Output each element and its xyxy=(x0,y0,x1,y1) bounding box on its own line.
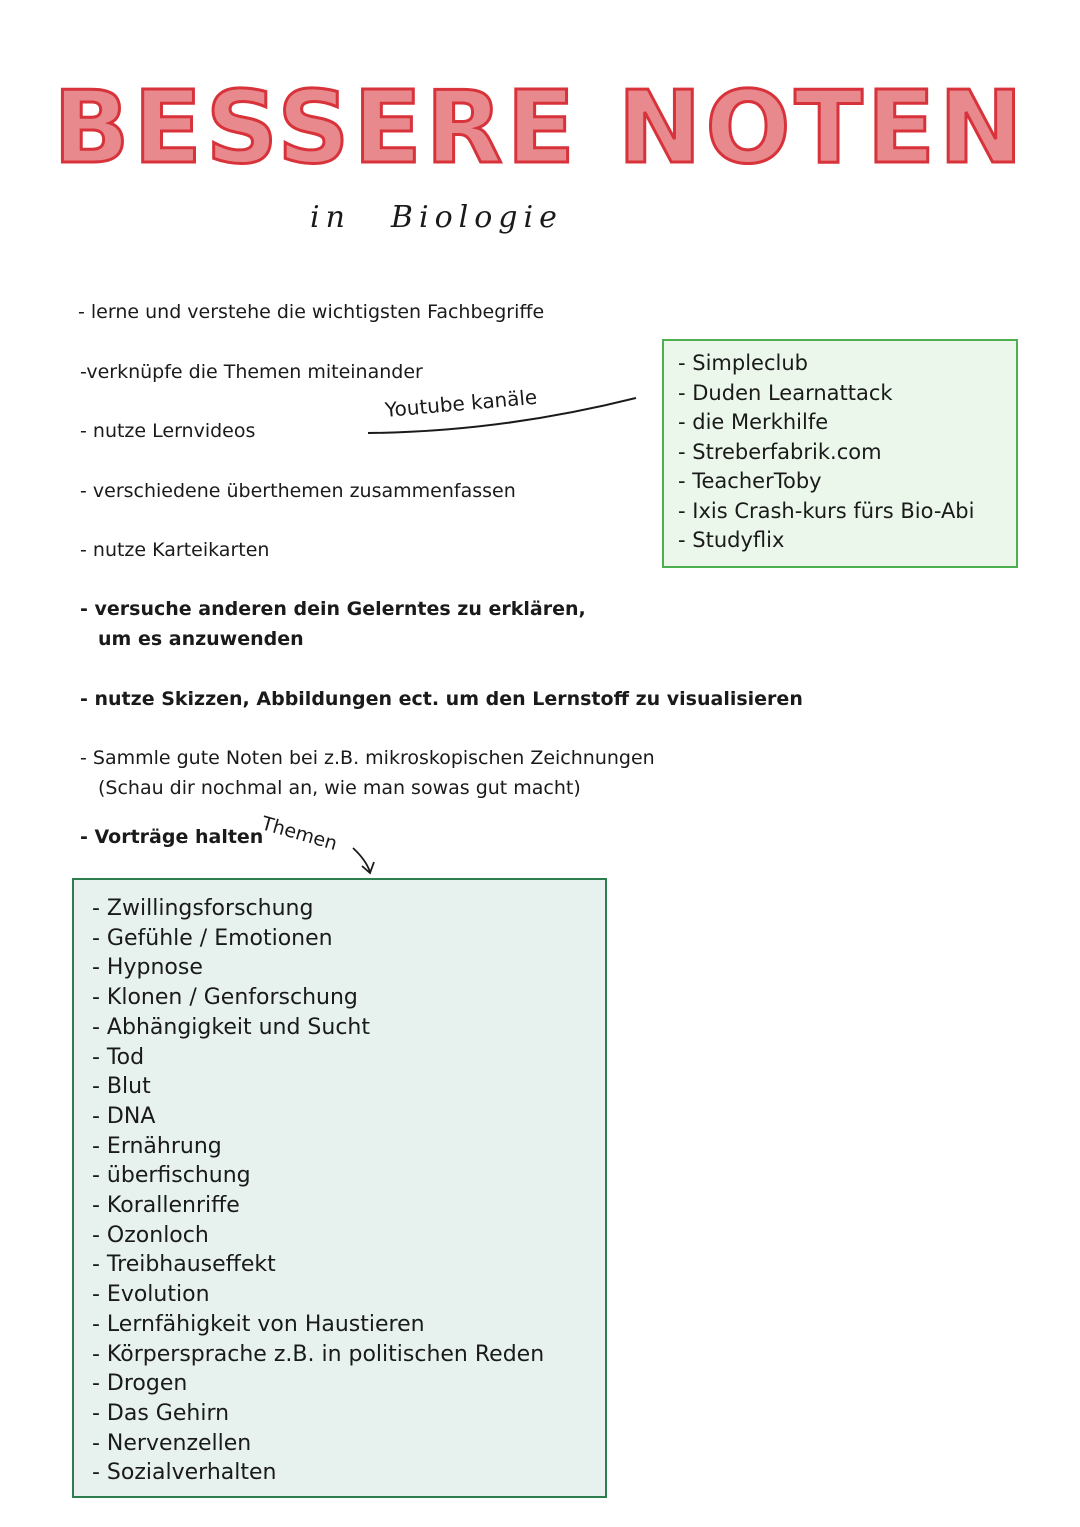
topic-item: - Das Gehirn xyxy=(92,1400,230,1426)
topic-item: - Gefühle / Emotionen xyxy=(92,925,333,951)
themen-label: Themen xyxy=(258,812,340,855)
topic-item: - Blut xyxy=(92,1074,151,1100)
topic-item: - überfischung xyxy=(92,1163,251,1189)
subtitle-word-biologie: Biologie xyxy=(390,200,563,235)
tip-skizzen: - nutze Skizzen, Abbildungen ect. um den Lernstoff zu visualisieren xyxy=(80,688,803,710)
topic-item: - Hypnose xyxy=(92,955,203,981)
tip-zeichnungen: - Sammle gute Noten bei z.B. mikroskopischen Zeichnungen xyxy=(80,747,655,769)
tip-fachbegriffe: - lerne und verstehe die wichtigsten Fachbegriffe xyxy=(78,301,545,323)
topic-item: - Tod xyxy=(92,1044,145,1070)
topic-item: - Zwillingsforschung xyxy=(92,896,314,921)
tip-verknuepfen: -verknüpfe die Themen miteinander xyxy=(80,361,423,383)
channel-item: - Studyflix xyxy=(678,528,785,552)
topic-item: - Klonen / Genforschung xyxy=(92,985,358,1011)
topic-item: - DNA xyxy=(92,1103,156,1129)
youtube-channels-label: Youtube kanäle xyxy=(383,384,539,422)
tip-vortraege: - Vorträge halten xyxy=(80,826,264,848)
topic-item: - Ozonloch xyxy=(92,1222,209,1248)
topic-item: - Lernfähigkeit von Haustieren xyxy=(92,1311,425,1337)
channel-item: - Duden Learnattack xyxy=(678,380,893,405)
channel-item: - Simpleclub xyxy=(678,351,808,375)
topic-item: - Treibhauseffekt xyxy=(92,1252,276,1278)
topic-item: - Körpersprache z.B. in politischen Reden xyxy=(92,1341,545,1367)
youtube-underline-arrow xyxy=(368,398,636,433)
topic-item: - Evolution xyxy=(92,1282,210,1308)
themen-arrow xyxy=(353,848,370,872)
topic-item: - Korallenriffe xyxy=(92,1193,240,1219)
tip-zusammenfassen: - verschiedene überthemen zusammenfassen xyxy=(80,480,516,502)
subtitle-word-in: in xyxy=(310,200,351,235)
youtube-channels-box xyxy=(662,339,1018,568)
tip-erklaeren-cont: um es anzuwenden xyxy=(98,628,304,650)
channel-item: - Streberfabrik.com xyxy=(678,439,882,464)
tip-karteikarten: - nutze Karteikarten xyxy=(80,539,270,561)
tip-zeichnungen-note: (Schau dir nochmal an, wie man sowas gut macht) xyxy=(98,777,581,799)
tip-erklaeren: - versuche anderen dein Gelerntes zu erklären, xyxy=(80,598,586,620)
tip-lernvideos: - nutze Lernvideos xyxy=(80,420,256,442)
topic-item: - Nervenzellen xyxy=(92,1430,252,1456)
topic-item: - Sozialverhalten xyxy=(92,1460,277,1486)
topics-box xyxy=(72,878,607,1498)
channel-item: - Ixis Crash-kurs fürs Bio-Abi xyxy=(678,498,975,523)
channel-item: - TeacherToby xyxy=(678,469,822,493)
topic-item: - Abhängigkeit und Sucht xyxy=(92,1014,370,1040)
channel-item: - die Merkhilfe xyxy=(678,410,829,434)
topic-item: - Ernährung xyxy=(92,1133,222,1159)
page-title: BESSERE NOTEN xyxy=(53,69,1027,186)
topic-item: - Drogen xyxy=(92,1371,188,1397)
